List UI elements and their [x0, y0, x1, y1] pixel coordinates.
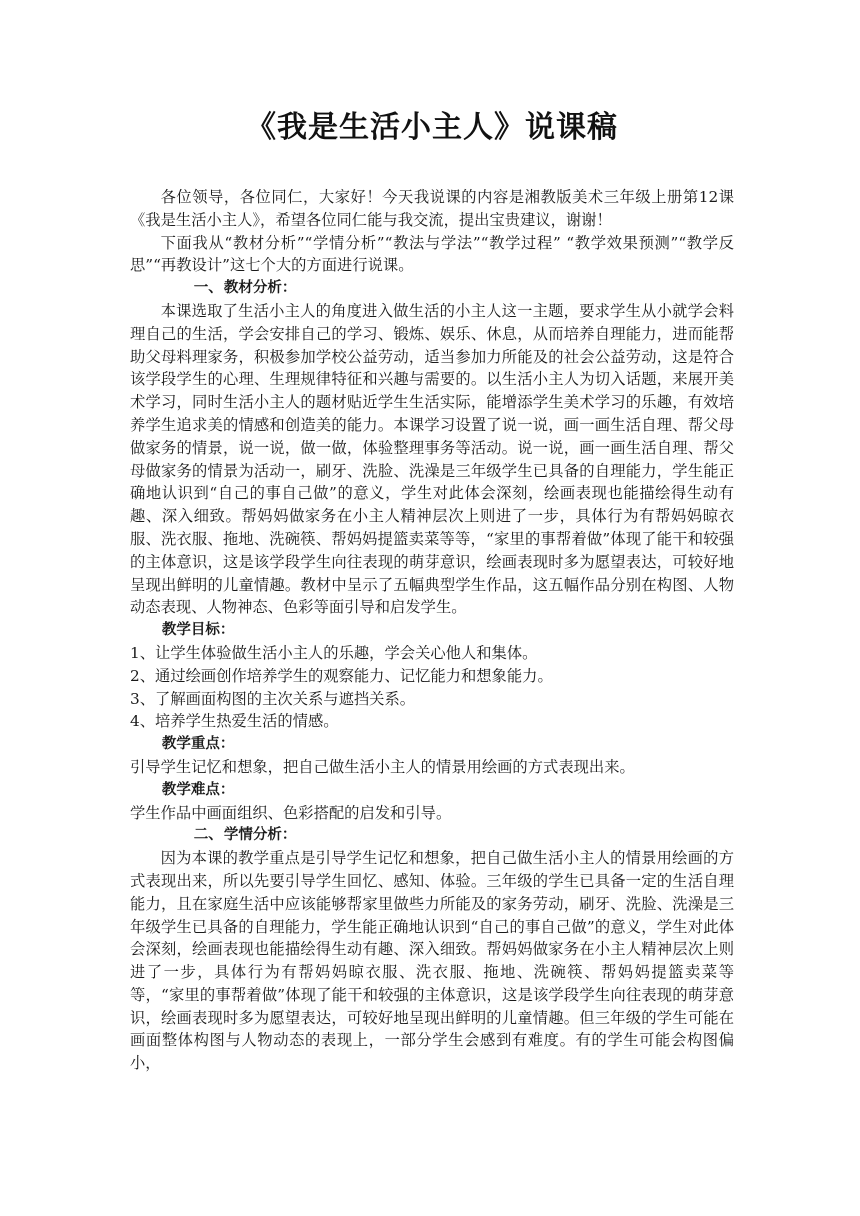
goal-item-4: 4、培养学生热爱生活的情感。 — [130, 712, 339, 731]
goal-item-3: 3、了解画面构图的主次关系与遮挡关系。 — [130, 689, 416, 708]
section-2-number: 二、 — [193, 827, 223, 844]
section-1-number: 一、 — [193, 280, 223, 297]
section-2-title: 学情分析： — [223, 827, 297, 844]
section-2-heading — [130, 824, 734, 847]
section-1-body: 本课选取了生活小主人的角度进入做生活的小主人这一主题，要求学生从小就学会料理自己的生活，学会安排自己的学习、锻炼、娱乐、休息，从而培养自理能力，进而能帮助父母料理家务，积极参加学校公益劳动，适当参加力所能及的社会公益劳动，这是符合该学段学生的心理、生理规律特征和兴趣与需要的。以生活小主人为切入话题，来展开美术学习，同时生活小主人的题材贴近学生生活实际，能增添学生美术学习的乐趣，有效培养学生追求美的情感和创造美的能力。本课学习设置了说一说，画一画生活自理、帮父母做家务的情景，说一说，做一做，体验整理事务等活动。说一说，画一画生活自理、帮父母做家务的情景为活动一，刷牙、洗脸、洗澡是三年级学生已具备的自理能力，学生能正确地认识到“自己的事自己做”的意义，学生对此体会深刻，绘画表现也能描绘得生动有趣、深入细致。帮妈妈做家务在小主人精神层次上则进了一步，具体行为有帮妈妈晾衣服、洗衣服、拖地、洗碗筷、帮妈妈提篮卖菜等等，“家里的事帮着做”体现了能干和较强的主体意识，这是该学段学生向往表现的萌芽意识，绘画表现时多为愿望表达，可较好地呈现出鲜明的儿童情趣。教材中呈示了五幅典型学生作品，这五幅作品分别在构图、人物动态表现、人物神态、色彩等面引导和启发学生。 — [130, 301, 734, 617]
goals-heading: 教学目标： — [161, 622, 235, 639]
intro-paragraph-2: 下面我从“教材分析”“学情分析”“教法与学法”“教学过程” “教学效果预测”“教学反思”“再教设计”这七个大的方面进行说课。 — [130, 233, 734, 275]
difficulty-body: 学生作品中画面组织、色彩搭配的启发和引导。 — [130, 803, 452, 822]
section-1-title: 教材分析： — [223, 280, 297, 297]
difficulty-heading: 教学难点： — [161, 781, 235, 798]
section-2-body: 因为本课的教学重点是引导学生记忆和想象，把自己做生活小主人的情景用绘画的方式表现出来，所以先要引导学生回忆、感知、体验。三年级的学生已具备一定的生活自理能力，且在家庭生活中应该能够帮家里做些力所能及的家务劳动，刷牙、洗脸、洗澡是三年级学生已具备的自理能力，学生能正确地认识到“自己的事自己做”的意义，学生对此体会深刻，绘画表现也能描绘得生动有趣、深入细致。帮妈妈做家务在小主人精神层次上则进了一步，具体行为有帮妈妈晾衣服、洗衣服、拖地、洗碗筷、帮妈妈提篮卖菜等等，“家里的事帮着做”体现了能干和较强的主体意识，这是该学段学生向往表现的萌芽意识，绘画表现时多为愿望表达，可较好地呈现出鲜明的儿童情趣。但三年级的学生可能在画面整体构图与人物动态的表现上，一部分学生会感到有难度。有的学生可能会构图偏小， — [130, 849, 734, 1073]
goal-item-1: 1、让学生体验做生活小主人的乐趣，学会关心他人和集体。 — [130, 643, 538, 662]
goal-item-2: 2、通过绘画创作培养学生的观察能力、记忆能力和想象能力。 — [130, 666, 553, 685]
document-page — [130, 108, 734, 1075]
document-title: 《我是生活小主人》说课稿 — [246, 110, 618, 145]
key-point-body: 引导学生记忆和想象，把自己做生活小主人的情景用绘画的方式表现出来。 — [130, 757, 635, 776]
section-1-heading — [130, 277, 734, 300]
intro-paragraph-1: 各位领导，各位同仁，大家好！今天我说课的内容是湘教版美术三年级上册第12课《我是生活小主人》，希望各位同仁能与我交流，提出宝贵建议，谢谢！ — [130, 188, 734, 229]
key-point-heading: 教学重点： — [161, 736, 235, 753]
